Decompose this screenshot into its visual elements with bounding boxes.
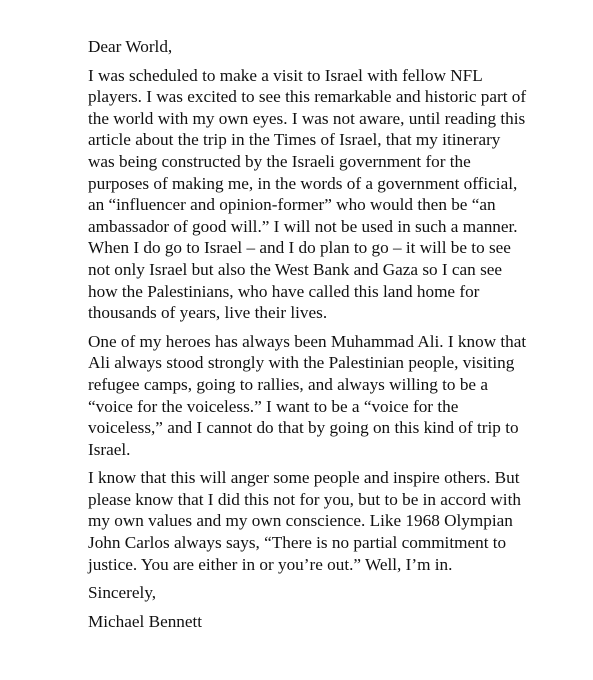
letter-paragraph-1: I was scheduled to make a visit to Israel with fellow NFL players. I was excited to see this remarkable and historic part of the world with my own eyes. I was not aware, until reading this article about the trip in the Times of Israel, that my itinerary was being constructed by the Israeli government for the purposes of making me, in the words of a government official, an “influencer and opinion-former” who would then be “an ambassador of good will.” I will not be used in such a manner. When I do go to Israel – and I do plan to go – it will be to see not only Israel but also the West Bank and Gaza so I can see how the Palestinians, who have called this land home for thousands of years, live their lives. bbox=[88, 65, 527, 323]
letter-closing: Sincerely, bbox=[88, 583, 157, 603]
letter-signature: Michael Bennett bbox=[88, 611, 203, 631]
letter-paragraph-2: One of my heroes has always been Muhammad Ali. I know that Ali always stood strongly with the Palestinian people, visiting refugee camps, going to rallies, and always willing to be a “voice for the voiceless.” I want to be a “voice for the voiceless,” and I cannot do that by going on this kind of trip to Israel. bbox=[88, 331, 527, 459]
letter-body bbox=[88, 36, 528, 639]
letter-greeting: Dear World, bbox=[88, 37, 173, 56]
letter-paragraph-3: I know that this will anger some people and inspire others. But please know that I did this not for you, but to be in accord with my own values and my own conscience. Like 1968 Olympian John Carlos always says, “There is no partial commitment to justice. You are either in or you’re out.” Well, I’m in. bbox=[88, 468, 521, 574]
